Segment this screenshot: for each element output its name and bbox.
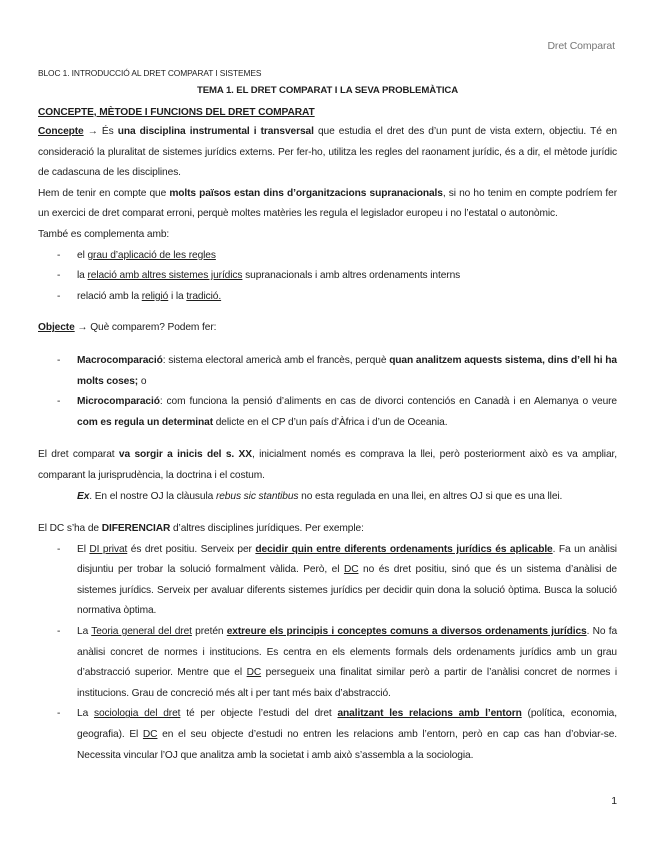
text-run: d’altres disciplines jurídiques. Per exemple: <box>170 523 364 535</box>
text-run: persegueix una finalitat similar però a partir de l’anàlisi concret de normes i institucions. Grau de concreció més alt i per tant més baix d’abstracció. <box>77 667 617 699</box>
text-run: o <box>138 375 147 387</box>
bold-run: Microcomparació <box>77 396 160 408</box>
text-run: supranacionals i amb altres ordenaments interns <box>242 270 461 282</box>
text-run: té per objecte l’estudi del dret <box>180 708 338 720</box>
text-run: La <box>77 626 92 638</box>
historia-paragraph <box>38 445 617 486</box>
diferenciar-paragraph <box>38 519 617 540</box>
spacer <box>38 433 617 445</box>
bold-italic-run: Ex <box>77 490 90 502</box>
dash-bullet: - <box>57 543 61 555</box>
underline-run: DC <box>246 667 262 679</box>
text-run: . No fa anàlisi concret de normes i institucions. Es centra en els elements formals dels ordenaments jurídics amb un grau d’abstracció superior. Mentre que el <box>77 626 618 679</box>
exemple-paragraph <box>38 487 617 508</box>
text-run: (política, economia, geografia). El <box>77 708 617 741</box>
text-run: La <box>77 708 94 720</box>
text-run: i la <box>168 290 187 302</box>
list-item <box>38 246 617 267</box>
underline-run: sociologia del dret <box>93 708 181 720</box>
underline-run: religió <box>141 290 169 302</box>
list-item <box>38 351 617 392</box>
text-run: no és dret positiu, sinó que és un sistema d’anàlisi de sistemes jurídics. Serveix per avaluar diferents sistemes jurídics per decidir quin dona la solució òptima. Busca la solució normativa òptima. <box>77 564 617 617</box>
supranacionals-paragraph <box>38 184 617 225</box>
italic-run: rebus sic stantibus <box>215 490 299 502</box>
dash-bullet: - <box>57 396 61 408</box>
spacer <box>38 507 617 519</box>
underline-run: DC <box>343 564 359 576</box>
list-item <box>38 392 617 433</box>
dash-bullet: - <box>57 249 61 261</box>
text-run: El dret comparat <box>38 449 119 461</box>
text-run: relació amb la <box>77 290 142 302</box>
bold-underline-run: analitzant les relacions amb l’entorn <box>337 708 522 720</box>
underline-run: Teoria general del dret <box>91 626 192 638</box>
bold-run: DIFERENCIAR <box>101 523 171 535</box>
text-run: delicte en el CP d’un país d’Àfrica i d’un de Oceania. <box>213 416 448 428</box>
running-header: Dret Comparat <box>547 40 615 52</box>
concepte-paragraph <box>38 122 617 184</box>
spacer <box>38 339 617 351</box>
bold-run: va sorgir a inicis del s. XX <box>118 449 252 461</box>
arrow-icon: → <box>74 322 91 334</box>
text-run: . En el nostre OJ la clàusula <box>89 490 216 502</box>
text-run: la <box>77 270 88 282</box>
bold-underline-run: decidir quin entre diferents ordenaments jurídics és aplicable <box>255 543 553 555</box>
text-run: : com funciona la pensió d’aliments en cas de divorci contenciós en Canadà i en Alemanya o veure <box>159 396 617 408</box>
dash-bullet: - <box>57 270 61 282</box>
bold-run: Macrocomparació <box>77 354 163 366</box>
bold-run: com es regula un determinat <box>77 416 214 428</box>
list-item <box>38 622 617 704</box>
dash-bullet: - <box>57 290 61 302</box>
dash-bullet: - <box>57 708 61 720</box>
list-item <box>38 704 617 766</box>
complementa-list <box>38 246 617 308</box>
arrow-icon: → <box>83 126 102 137</box>
text-run: Què comparem? Podem fer: <box>90 322 217 334</box>
text-run: pretén <box>191 626 227 638</box>
text-run: és dret positiu. Serveix per <box>127 543 256 555</box>
tema-title: TEMA 1. EL DRET COMPARAT I LA SEVA PROBLEMÀTICA <box>196 85 459 96</box>
text-run: , inicialment només es comprava la llei, però posteriorment això es va ampliar, comparant la jurisprudència, la doctrina i el costum. <box>38 449 618 481</box>
document-body <box>38 104 617 766</box>
complementa-intro: També es complementa amb: <box>38 228 170 240</box>
text-run: en el seu objecte d’estudi no entren les relacions amb l’entorn, però en cap cas han d’obviar-se. Necessita vincular l’OJ que analitza amb la societat i amb això s’assembla a la sociologia. <box>77 729 617 761</box>
text-run: : sistema electoral americà amb el francès, perquè <box>162 354 390 366</box>
text-run: , si no ho tenim en compte podríem fer un exercici de dret comparat erroni, perquè moltes matèries les regula el legislador europeu i no l’estatal o autonòmic. <box>38 187 617 220</box>
page-number: 1 <box>611 795 617 807</box>
objecte-list <box>38 351 617 433</box>
underline-run: DC <box>142 729 158 741</box>
text-run: . Fa un anàlisi disjuntiu per trobar la solució formalment vàlida. Però, el <box>77 543 617 576</box>
text-run: el <box>77 249 88 261</box>
diferenciar-list <box>38 540 617 767</box>
underline-run: relació amb altres sistemes jurídics <box>87 270 243 282</box>
list-item <box>38 266 617 287</box>
bold-run: una disciplina instrumental i transversal <box>117 126 314 137</box>
text-run: que estudia el dret des d’un punt de vista extern, objectiu. Té en consideració la pluralitat de sistemes jurídics externs. Per fer-ho, utilitza les regles del raonament jurídic, és a dir, el mètode jurídic de cadascuna de les disciplines. <box>38 126 617 179</box>
text-run: no esta regulada en una llei, en altres OJ si que es una llei. <box>298 490 563 502</box>
underline-run: DI privat <box>89 543 128 555</box>
bloc-heading: BLOC 1. INTRODUCCIÓ AL DRET COMPARAT I SISTEMES <box>38 68 262 78</box>
underline-run: grau d’aplicació de les regles <box>87 249 216 261</box>
bold-underline-run: extreure els principis i conceptes comuns a diversos ordenaments jurídics <box>226 626 587 638</box>
text-run: És <box>101 126 118 137</box>
spacer <box>38 307 617 318</box>
text-run: El DC s’ha de <box>38 523 102 535</box>
text-run: El <box>77 543 90 555</box>
bold-run: quan analitzem aquests sistema, dins d’ell hi ha molts coses; <box>77 354 617 387</box>
text-run: Hem de tenir en compte que <box>38 187 170 199</box>
list-item <box>38 540 617 622</box>
list-item <box>38 287 617 308</box>
dash-bullet: - <box>57 354 61 366</box>
objecte-label: Objecte <box>38 322 75 334</box>
bold-run: molts països estan dins d’organitzacions supranacionals <box>169 187 443 199</box>
underline-run: tradició. <box>186 290 222 302</box>
concepte-label: Concepte <box>38 126 84 137</box>
section-title: CONCEPTE, MÈTODE I FUNCIONS DEL DRET COMPARAT <box>38 107 315 118</box>
objecte-paragraph <box>38 318 617 339</box>
dash-bullet: - <box>57 626 61 638</box>
